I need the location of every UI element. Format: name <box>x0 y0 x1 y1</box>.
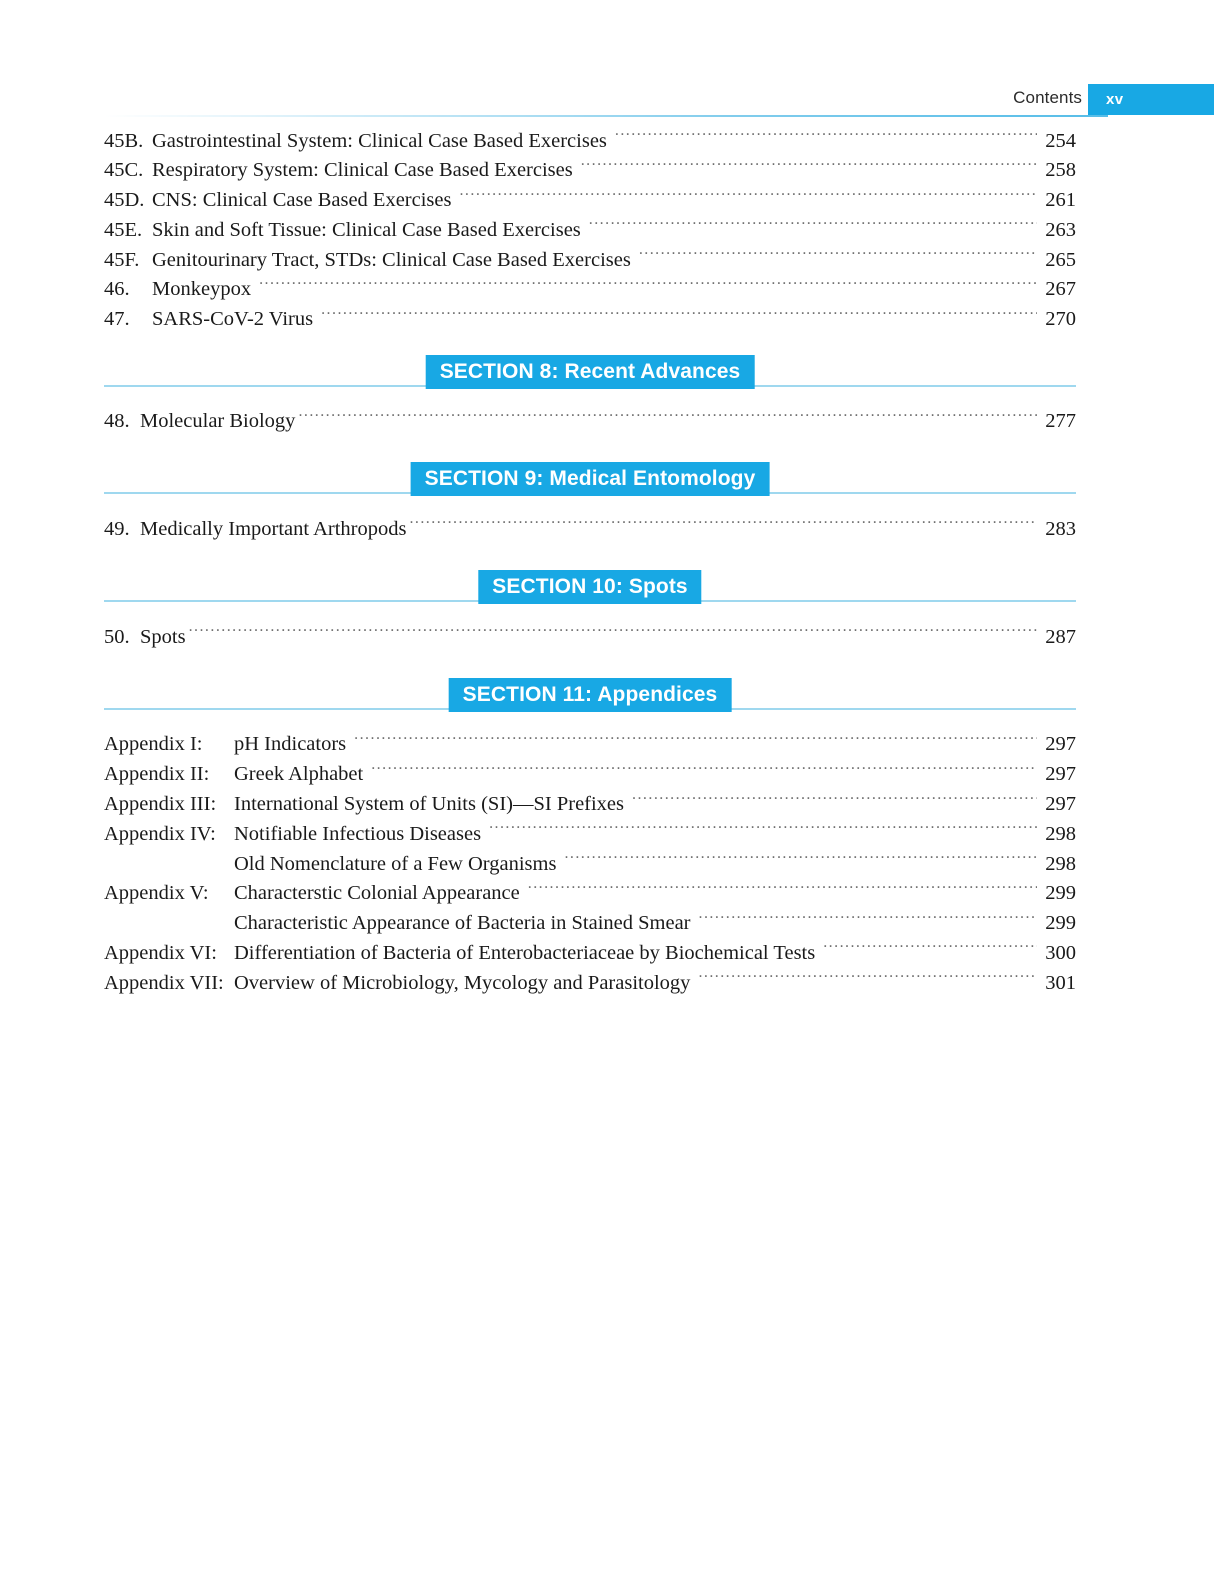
section-title: SECTION 10: Spots <box>478 570 701 604</box>
entry-page: 277 <box>1045 410 1076 433</box>
section-title: SECTION 9: Medical Entomology <box>411 462 770 496</box>
spacer <box>104 652 1076 678</box>
appendix-entry[interactable] <box>104 939 1076 969</box>
toc-entry[interactable] <box>104 407 1076 437</box>
appendix-label: Appendix I: <box>104 733 203 756</box>
spacer <box>104 389 1076 407</box>
appendix-label: Appendix V: <box>104 882 209 905</box>
appendix-page: 297 <box>1045 733 1076 756</box>
leader-dots <box>615 126 1037 147</box>
appendix-entry[interactable] <box>104 790 1076 820</box>
entry-title: SARS-CoV-2 Virus <box>152 308 314 331</box>
section-title: SECTION 11: Appendices <box>449 678 732 712</box>
entry-page: 254 <box>1045 129 1076 152</box>
entry-title: Molecular Biology <box>140 410 296 433</box>
appendix-page: 298 <box>1045 822 1076 845</box>
entry-number: 45E. <box>104 218 143 241</box>
leader-dots <box>489 819 1037 840</box>
appendix-label: Appendix II: <box>104 763 210 786</box>
appendix-label: Appendix VII: <box>104 971 224 994</box>
entry-number: 45B. <box>104 129 144 152</box>
appendix-title: Greek Alphabet <box>234 763 364 786</box>
appendix-page: 299 <box>1045 882 1076 905</box>
entry-page: 265 <box>1045 248 1076 271</box>
entry-page: 261 <box>1045 189 1076 212</box>
leader-dots <box>698 968 1037 989</box>
leader-dots <box>823 939 1037 960</box>
appendix-page: 300 <box>1045 942 1076 965</box>
appendix-label: Appendix VI: <box>104 942 217 965</box>
entry-page: 270 <box>1045 308 1076 331</box>
appendix-page: 297 <box>1045 763 1076 786</box>
appendix-label: Appendix III: <box>104 793 217 816</box>
section-banner-11 <box>104 678 1076 712</box>
toc-entry[interactable] <box>104 215 1076 245</box>
toc-entry[interactable] <box>104 514 1076 544</box>
entry-title: Respiratory System: Clinical Case Based Exercises <box>152 159 573 182</box>
entry-title: Medically Important Arthropods <box>140 517 407 540</box>
toc-entry[interactable] <box>104 245 1076 275</box>
spacer <box>104 544 1076 570</box>
entry-page: 287 <box>1045 625 1076 648</box>
section-title: SECTION 8: Recent Advances <box>426 355 755 389</box>
entry-number: 48. <box>104 410 130 433</box>
entry-number: 46. <box>104 278 130 301</box>
entry-title: Monkeypox <box>152 278 252 301</box>
entry-number: 47. <box>104 308 130 331</box>
appendix-title: Characteristic Appearance of Bacteria in Stained Smear <box>234 912 691 935</box>
appendix-entry[interactable] <box>104 760 1076 790</box>
appendix-entry-group <box>104 730 1076 998</box>
entry-page: 283 <box>1045 517 1076 540</box>
toc-entry[interactable] <box>104 126 1076 156</box>
folio-tab <box>1088 84 1214 115</box>
leader-dots <box>321 305 1037 326</box>
leader-dots <box>409 514 1037 535</box>
leader-dots <box>459 186 1037 207</box>
table-of-contents <box>104 126 1076 998</box>
leader-dots <box>632 790 1037 811</box>
entry-number: 49. <box>104 517 130 540</box>
leader-dots <box>564 849 1037 870</box>
spacer <box>104 604 1076 622</box>
entry-number: 45D. <box>104 189 145 212</box>
entry-page: 263 <box>1045 218 1076 241</box>
entry-page: 258 <box>1045 159 1076 182</box>
chapter-entry-group <box>104 126 1076 335</box>
leader-dots <box>639 245 1037 266</box>
appendix-entry[interactable] <box>104 849 1076 879</box>
appendix-page: 299 <box>1045 912 1076 935</box>
entry-number: 45C. <box>104 159 144 182</box>
entry-title: Gastrointestinal System: Clinical Case Based Exercises <box>152 129 607 152</box>
appendix-entry[interactable] <box>104 819 1076 849</box>
appendix-title: International System of Units (SI)—SI Prefixes <box>234 793 625 816</box>
entry-page: 267 <box>1045 278 1076 301</box>
spacer <box>104 335 1076 355</box>
appendix-entry[interactable] <box>104 968 1076 998</box>
toc-entry[interactable] <box>104 622 1076 652</box>
leader-dots <box>371 760 1037 781</box>
entry-title: Spots <box>140 625 186 648</box>
spacer <box>104 496 1076 514</box>
section-banner-8 <box>104 355 1076 389</box>
toc-entry[interactable] <box>104 275 1076 305</box>
section-banner-9 <box>104 462 1076 496</box>
appendix-title: pH Indicators <box>234 733 347 756</box>
toc-entry[interactable] <box>104 156 1076 186</box>
section-banner-10 <box>104 570 1076 604</box>
entry-title: CNS: Clinical Case Based Exercises <box>152 189 452 212</box>
entry-number: 45F. <box>104 248 140 271</box>
appendix-title: Characterstic Colonial Appearance <box>234 882 520 905</box>
leader-dots <box>298 407 1037 428</box>
leader-dots <box>259 275 1037 296</box>
spacer <box>104 436 1076 462</box>
toc-entry[interactable] <box>104 186 1076 216</box>
entry-number: 50. <box>104 625 130 648</box>
leader-dots <box>699 909 1038 930</box>
leader-dots <box>528 879 1037 900</box>
appendix-title: Overview of Microbiology, Mycology and Parasitology <box>234 971 691 994</box>
appendix-entry[interactable] <box>104 879 1076 909</box>
leader-dots <box>581 156 1037 177</box>
page-folio-number: xv <box>1106 91 1124 108</box>
entry-title: Genitourinary Tract, STDs: Clinical Case Based Exercises <box>152 248 631 271</box>
appendix-title: Differentiation of Bacteria of Enterobacteriaceae by Biochemical Tests <box>234 942 816 965</box>
appendix-page: 301 <box>1045 971 1076 994</box>
spacer <box>104 712 1076 730</box>
appendix-page: 297 <box>1045 793 1076 816</box>
leader-dots <box>589 215 1037 236</box>
appendix-title: Old Nomenclature of a Few Organisms <box>234 852 557 875</box>
toc-entry[interactable] <box>104 305 1076 335</box>
running-head: Contents <box>1013 88 1082 107</box>
appendix-entry[interactable] <box>104 730 1076 760</box>
entry-title: Skin and Soft Tissue: Clinical Case Based Exercises <box>152 218 581 241</box>
appendix-label: Appendix IV: <box>104 822 216 845</box>
appendix-page: 298 <box>1045 852 1076 875</box>
appendix-title: Notifiable Infectious Diseases <box>234 822 482 845</box>
appendix-entry[interactable] <box>104 909 1076 939</box>
header-divider-rule <box>104 115 1108 117</box>
page-header <box>0 84 1214 118</box>
leader-dots <box>354 730 1037 751</box>
leader-dots <box>189 622 1037 643</box>
